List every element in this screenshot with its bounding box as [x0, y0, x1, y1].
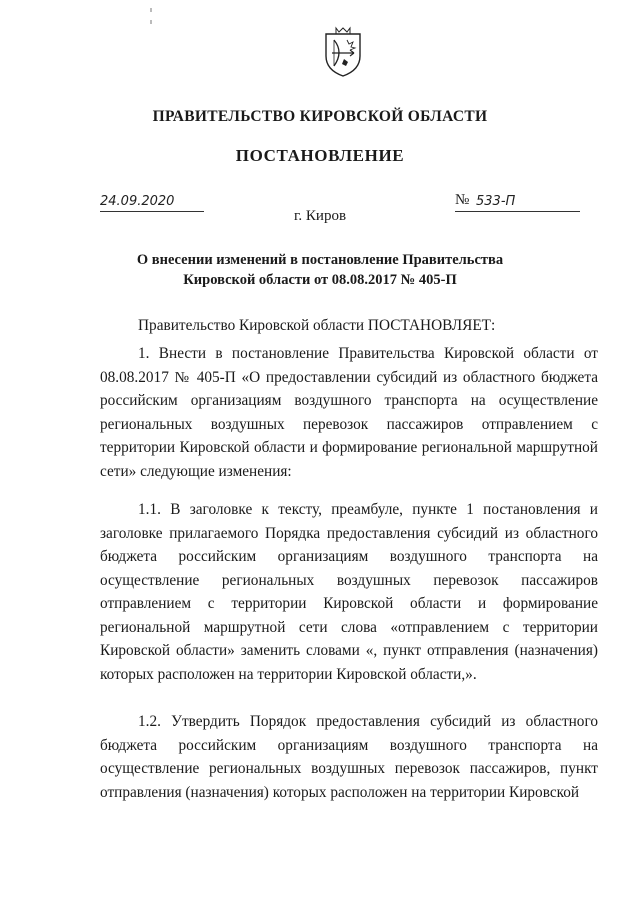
- paragraph-1-2: 1.2. Утвердить Порядок предоставления субсидий из областного бюджета российским организациям воздушного транспорта на осуществление региональных воздушных перевозок пассажиров, пункт отправления (назначения) которых расположен на территории Кировской: [100, 713, 598, 801]
- paragraph-1: 1. Внести в постановление Правительства Кировской области от 08.08.2017 № 405-П «О предоставлении субсидий из областного бюджета российским организациям воздушного транспорта на осуществление региональных воздушных перевозок пассажиров отправлением с территории Кировской области и формирование региональной маршрутной сети» следующие изменения:: [100, 345, 598, 480]
- subject-line-2: Кировской области от 08.08.2017 № 405-П: [183, 272, 457, 288]
- number-label: №: [455, 192, 470, 208]
- document-subject: [0, 250, 640, 290]
- city: г. Киров: [293, 208, 347, 224]
- paragraph-1-1: 1.1. В заголовке к тексту, преамбуле, пункте 1 постановления и заголовке прилагаемого Порядка предоставления субсидий из областного бюджета российским организациям воздушного транспорта на осуществление региональных воздушных перевозок пассажиров отправлением с территории Кировской области и формирование региональной маршрутной сети слова «отправлением с территории Кировской области» заменить словами «, пункт отправления (назначения) которых расположен на территории Кировской области,».: [100, 501, 598, 683]
- date-value: 24.09.2020: [100, 194, 175, 209]
- kirov-coat-of-arms-icon: [322, 26, 364, 78]
- subject-line-1: О внесении изменений в постановление Правительства: [136, 252, 504, 268]
- intro-paragraph: Правительство Кировской области ПОСТАНОВЛЯЕТ:: [138, 317, 496, 334]
- government-title: ПРАВИТЕЛЬСТВО КИРОВСКОЙ ОБЛАСТИ: [152, 108, 488, 125]
- scan-mark: [150, 8, 152, 26]
- document-type: ПОСТАНОВЛЕНИЕ: [235, 146, 405, 165]
- number-value: 533-П: [476, 194, 516, 209]
